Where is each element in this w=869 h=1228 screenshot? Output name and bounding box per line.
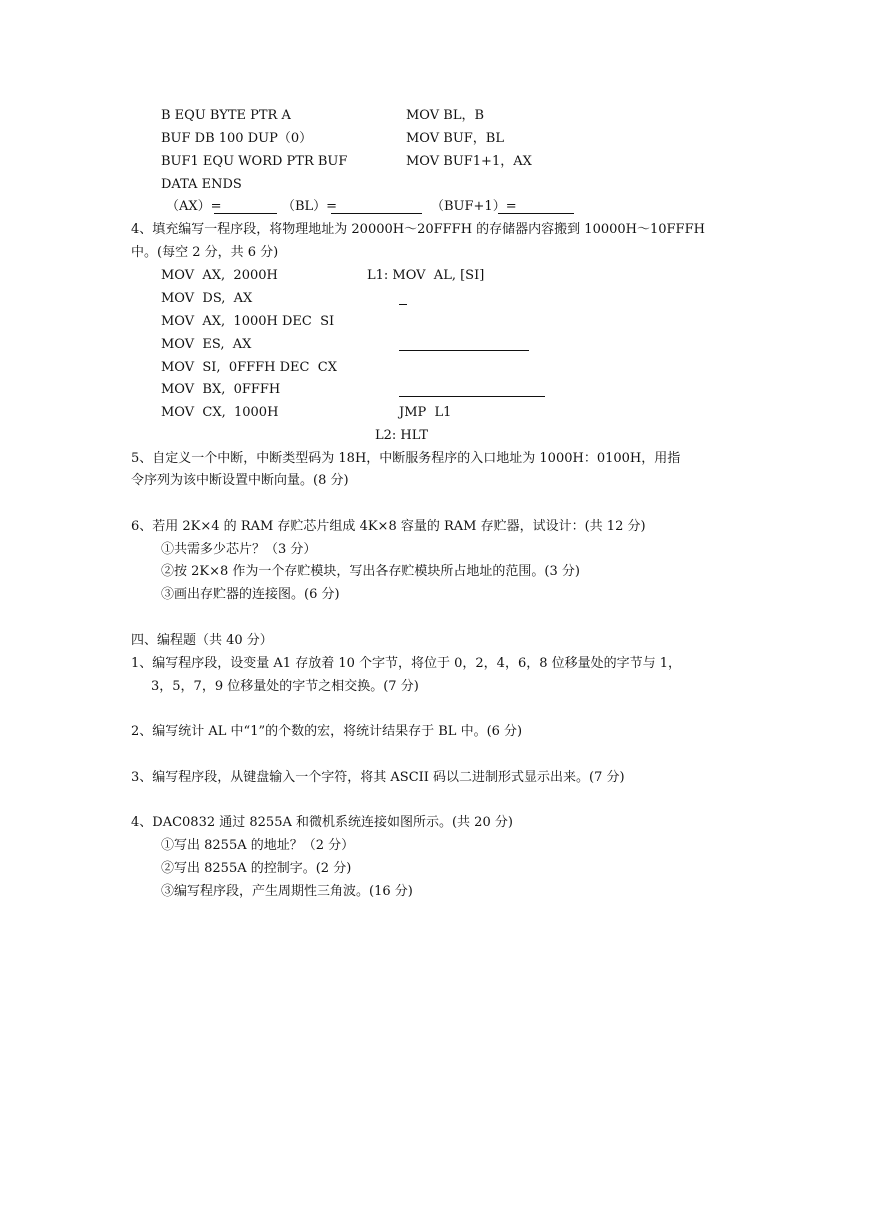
blank-label-buf: （BUF+1）= <box>431 199 517 214</box>
code-line: B EQU BYTE PTR A <box>161 108 291 123</box>
code-line: MOV AX, 1000H DEC SI <box>161 314 335 329</box>
answer-blank[interactable] <box>399 350 529 351</box>
answer-blank[interactable] <box>399 304 407 305</box>
blank-label-bl: （BL）= <box>282 199 338 214</box>
programming-question-4: 4、DAC0832 通过 8255A 和微机系统连接如图所示。(共 20 分) <box>131 815 513 830</box>
code-line: BUF DB 100 DUP（0） <box>161 131 313 146</box>
question-5-cont: 令序列为该中断设置中断向量。(8 分) <box>131 473 349 488</box>
question-4-title: 4、填充编写一程序段，将物理地址为 20000H～20FFFH 的存储器内容搬到 10000H～10FFFH <box>131 222 705 237</box>
section-heading: 四、编程题（共 40 分） <box>131 633 273 648</box>
code-line: JMP L1 <box>399 405 452 420</box>
programming-question-1: 1、编写程序段，设变量 A1 存放着 10 个字节，将位于 0，2，4，6，8 位移量处的字节与 1， <box>131 656 682 671</box>
code-line: MOV BX, 0FFFH <box>161 382 281 397</box>
question-5: 5、自定义一个中断，中断类型码为 18H，中断服务程序的入口地址为 1000H：0100H，用指 <box>131 451 681 466</box>
code-line: MOV DS, AX <box>161 291 253 306</box>
question-4-title-cont: 中。(每空 2 分，共 6 分) <box>131 245 279 260</box>
answer-blank[interactable] <box>399 396 545 397</box>
answer-blank[interactable] <box>331 213 422 214</box>
code-line: DATA ENDS <box>161 177 242 192</box>
code-line: L1: MOV AL, [SI] <box>367 268 485 283</box>
programming-question-3: 3、编写程序段，从键盘输入一个字符，将其 ASCII 码以二进制形式显示出来。(7 分) <box>131 770 625 785</box>
sub-item: ①写出 8255A 的地址？（2 分） <box>161 838 355 853</box>
sub-item: ③编写程序段，产生周期性三角波。(16 分) <box>161 884 413 899</box>
code-line: MOV BL，B <box>406 108 485 123</box>
code-line: L2: HLT <box>375 428 428 443</box>
code-line: MOV BUF1+1，AX <box>406 154 532 169</box>
code-line: BUF1 EQU WORD PTR BUF <box>161 154 348 169</box>
answer-blank[interactable] <box>214 213 277 214</box>
sub-item: ②按 2K×8 作为一个存贮模块，写出各存贮模块所占地址的范围。(3 分) <box>161 564 580 579</box>
programming-question-2: 2、编写统计 AL 中“1”的个数的宏，将统计结果存于 BL 中。(6 分) <box>131 724 523 739</box>
code-line: MOV CX, 1000H <box>161 405 279 420</box>
sub-item: ②写出 8255A 的控制字。(2 分) <box>161 861 352 876</box>
programming-question-1-cont: 3，5，7，9 位移量处的字节之相交换。(7 分) <box>151 679 419 694</box>
code-line: MOV BUF，BL <box>406 131 504 146</box>
code-line: MOV AX, 2000H <box>161 268 278 283</box>
question-6-title: 6、若用 2K×4 的 RAM 存贮芯片组成 4K×8 容量的 RAM 存贮器，试设计：(共 12 分) <box>131 519 646 534</box>
blank-label-ax: （AX）= <box>166 199 222 214</box>
sub-item: ③画出存贮器的连接图。(6 分) <box>161 587 340 602</box>
code-line: MOV ES, AX <box>161 337 252 352</box>
code-line: MOV SI, 0FFFH DEC CX <box>161 360 337 375</box>
answer-blank[interactable] <box>498 213 574 214</box>
sub-item: ①共需多少芯片？（3 分） <box>161 542 317 557</box>
